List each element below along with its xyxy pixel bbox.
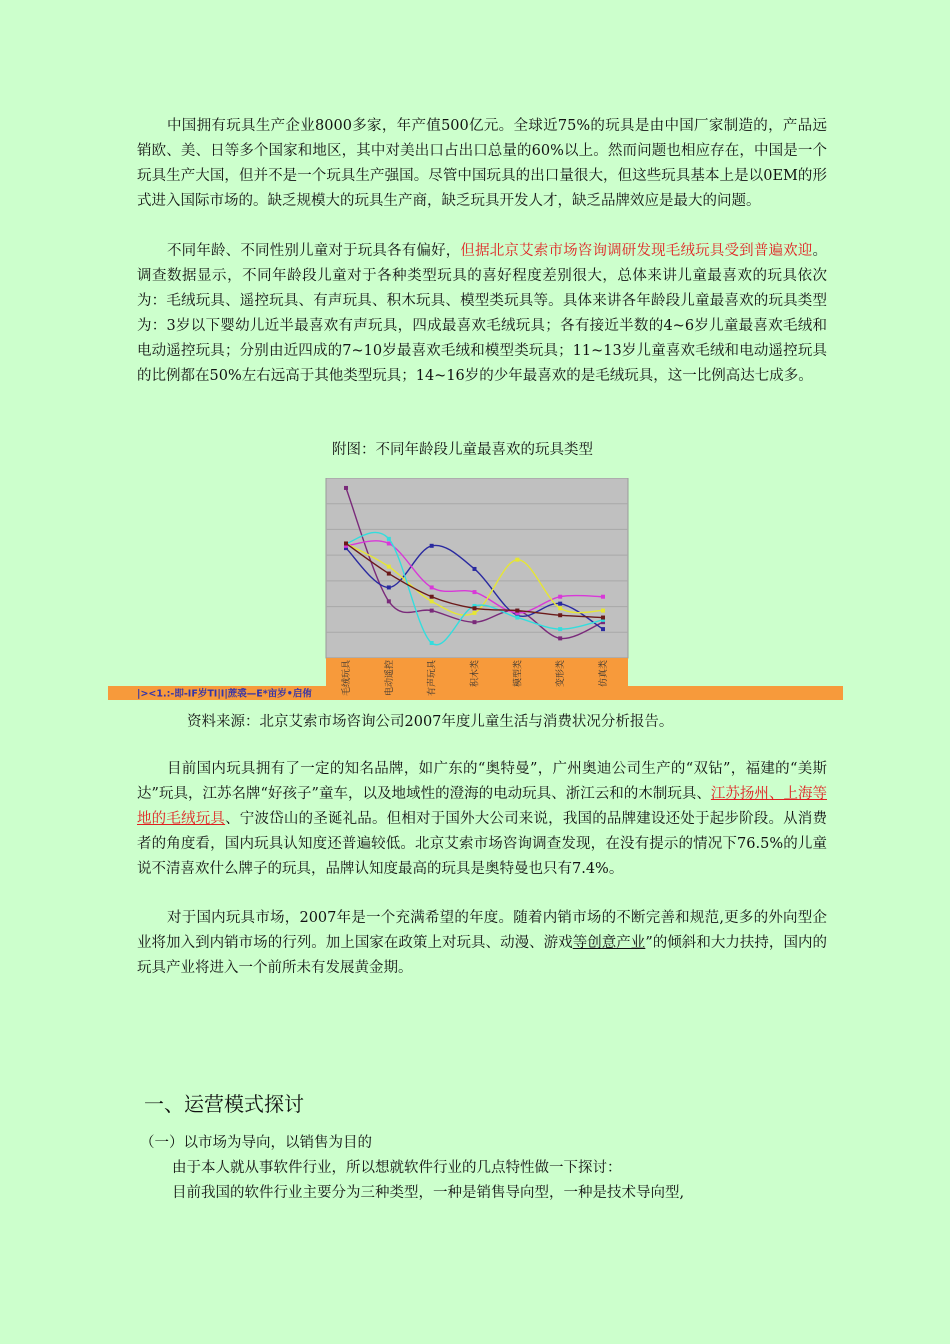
chart-point-s2-4	[473, 567, 477, 571]
chart-point-s6-5	[515, 609, 519, 613]
chart-point-s5-3	[430, 641, 434, 645]
chart-category-label: 毛绒玩具	[342, 660, 352, 697]
chart-point-s5-2	[387, 537, 391, 541]
chart-point-s3-6	[558, 595, 562, 599]
text-segment: 不同年龄、不同性别儿童对于玩具各有偏好，	[167, 243, 461, 259]
chart-point-s1-4	[473, 620, 477, 624]
chart-point-s6-3	[430, 595, 434, 599]
text-segment: 、宁波岱山的圣诞礼品。但相对于国外大公司来说，我国的品牌建设还处于起步阶段。从消费者的角度看，国内玩具认知度还普遍较低。北京艾索市场咨询调查发现，在没有提示的情况下76.5%的儿童说不清喜欢什么牌子的玩具，品牌认知度最高的玩具是奥特曼也只有7.4%。	[137, 811, 827, 877]
highlighted-text: 但据北京艾索市场咨询调研发现毛绒玩具受到普遍欢迎	[460, 243, 813, 259]
body-line: 目前我国的软件行业主要分为三种类型，一种是销售导向型，一种是技术导向型,	[172, 1185, 685, 1201]
chart-point-s2-6	[558, 602, 562, 606]
chart-point-s2-2	[387, 585, 391, 589]
chart-point-s6-6	[558, 613, 562, 617]
chart-point-s1-1	[344, 486, 348, 490]
chart-category-label: 电动遥控	[384, 660, 395, 697]
toy-preference-chart	[108, 478, 843, 700]
paragraph-domestic-brands	[137, 757, 827, 882]
chart-point-s2-7	[601, 627, 605, 631]
chart-point-s6-2	[387, 572, 391, 576]
highlighted-link-text: 江苏扬州、上海等地的毛绒玩具	[137, 786, 827, 827]
chart-category-label: 模型类	[513, 660, 524, 688]
chart-point-s3-3	[430, 585, 434, 589]
data-source-note: 资料来源：北京艾索市场咨询公司2007年度儿童生活与消费状况分析报告。	[187, 714, 674, 730]
section-heading: 一、运营模式探讨	[144, 1092, 304, 1116]
chart-point-s1-6	[558, 636, 562, 640]
text-segment: 对于国内玩具市场，2007年是一个充满希望的年度。随着内销市场的不断完善和规范,更多的外向型企业将加入到内销市场的行列。加上国家在政策上对玩具、动漫、游戏	[137, 910, 827, 951]
chart-category-label: 仿真类	[599, 660, 609, 688]
chart-point-s3-2	[387, 541, 391, 545]
text-segment: ”的倾斜和大力扶持，国内的玩具产业将进入一个前所未有发展黄金期。	[137, 935, 827, 976]
chart-point-s3-4	[473, 590, 477, 594]
text-segment: 目前国内玩具拥有了一定的知名品牌，如广东的“奥特曼”，广州奥迪公司生产的“双钻”，福建的“美斯达”玩具，江苏名牌“好孩子”童车，以及地域性的澄海的电动玩具、浙江云和的木制玩具、	[137, 761, 827, 802]
chart-point-s4-7	[601, 609, 605, 613]
chart-point-s4-3	[430, 599, 434, 603]
body-line: 由于本人就从事软件行业，所以想就软件行业的几点特性做一下探讨：	[172, 1160, 622, 1176]
underlined-text: 等创意产业	[572, 935, 646, 951]
chart-point-s6-1	[344, 541, 348, 545]
chart-point-s5-6	[558, 627, 562, 631]
chart-point-s4-4	[473, 611, 477, 615]
paragraph-market-outlook	[137, 906, 827, 981]
chart-point-s2-3	[430, 544, 434, 548]
chart-point-s3-7	[601, 595, 605, 599]
chart-caption: 附图：不同年龄段儿童最喜欢的玩具类型	[332, 442, 593, 458]
chart-point-s1-2	[387, 599, 391, 603]
chart-point-s4-2	[387, 565, 391, 569]
chart-category-label: 积木类	[470, 660, 481, 688]
sub-heading: （一）以市场为导向，以销售为目的	[140, 1135, 372, 1151]
chart-point-s4-6	[558, 606, 562, 610]
chart-point-s6-7	[601, 616, 605, 620]
chart-category-label: 变形类	[556, 660, 567, 688]
paragraph-industry-overview: 中国拥有玩具生产企业8000多家，年产值500亿元。全球近75%的玩具是由中国厂家制造的，产品远销欧、美、日等多个国家和地区，其中对美出口占出口总量的60%以上。然而问题也相应存在，中国是一个玩具生产大国，但并不是一个玩具生产强国。尽管中国玩具的出口量很大，但这些玩具基本上是以0EM的形式进入国际市场的。缺乏规模大的玩具生产商，缺乏玩具开发人才，缺乏品牌效应是最大的问题。	[137, 118, 827, 209]
paragraph-age-preferences	[137, 239, 827, 389]
chart-point-s1-3	[430, 609, 434, 613]
chart-point-s4-5	[515, 558, 519, 562]
chart-point-s6-4	[473, 606, 477, 610]
chart-plot-area	[326, 478, 628, 658]
chart-point-s5-5	[515, 616, 519, 620]
chart-category-label: 有声玩具	[427, 660, 438, 697]
chart-legend-text: |><1.:-即-IF岁TI|I|蔗裘—E*亩岁•启侑	[137, 688, 312, 700]
text-segment: 。调查数据显示，不同年龄段儿童对于各种类型玩具的喜好程度差别很大，总体来讲儿童最喜欢的玩具依次为：毛绒玩具、遥控玩具、有声玩具、积木玩具、模型类玩具等。具体来讲各年龄段儿童最喜欢的玩具类型为：3岁以下婴幼儿近半最喜欢有声玩具，四成最喜欢毛绒玩具；各有接近半数的4~6岁儿童最喜欢毛绒和电动遥控玩具；分别由近四成的7~10岁最喜欢毛绒和模型类玩具；11~13岁儿童喜欢毛绒和电动遥控玩具的比例都在50%左右远高于其他类型玩具；14~16岁的少年最喜欢的是毛绒玩具，这一比例高达七成多。	[137, 243, 828, 384]
